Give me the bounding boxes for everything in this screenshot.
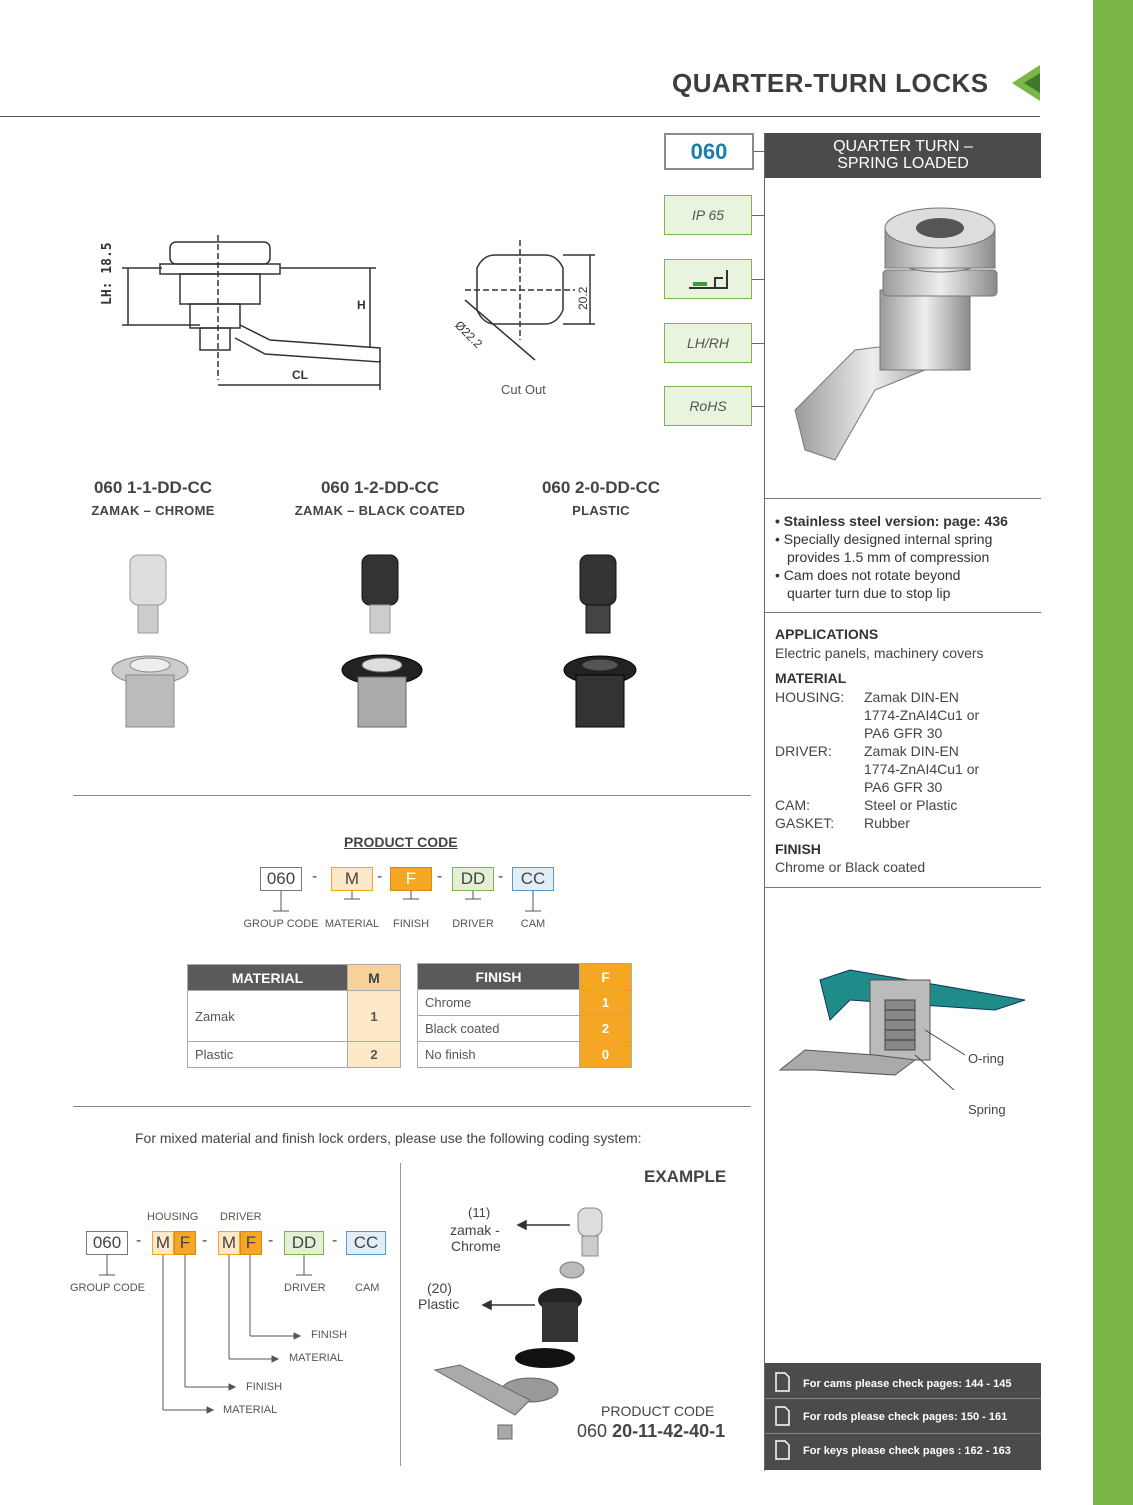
driver-material-label: MATERIAL: [289, 1352, 344, 1364]
material-heading: MATERIAL: [775, 670, 847, 686]
mixed-box-housing-finish: F: [174, 1231, 196, 1255]
example-heading: EXAMPLE: [644, 1167, 727, 1186]
finish-table: FINISH F Chrome 1 Black coated 2 No finish 0: [417, 963, 632, 1068]
code-box-group: 060: [260, 867, 302, 891]
example-chrome-label: Chrome: [451, 1238, 501, 1254]
plastic-lock-image: [550, 545, 650, 735]
code-box-material: M: [331, 867, 373, 891]
page-reference-box: [765, 1363, 1041, 1470]
variant-code: 060 1-2-DD-CC: [320, 478, 440, 497]
mixed-box-driver: DD: [284, 1231, 324, 1255]
ip-rating-badge: IP 65: [664, 195, 752, 235]
series-code-badge: 060: [664, 133, 754, 170]
table-cell: 0: [580, 1042, 632, 1068]
triangle-marker-icon: [1010, 63, 1042, 103]
finish-heading: FINISH: [775, 841, 821, 857]
code-connectors: [240, 891, 570, 916]
variant-material: ZAMAK – CHROME: [91, 503, 215, 518]
panel-left-border: [764, 133, 765, 1471]
feature-item: • Specially designed internal spring provides 1.5 mm of compression: [775, 531, 993, 565]
code-box-cam: CC: [512, 867, 554, 891]
panel-mount-icon: [665, 260, 751, 298]
housing-label: HOUSING: [147, 1211, 199, 1223]
lh-dimension: LH: 18.5: [100, 242, 115, 305]
example-product-code: 060 20-11-42-40-1: [577, 1421, 726, 1441]
feature-list: [775, 512, 1030, 602]
material-value: Zamak DIN-EN 1774-ZnAI4Cu1 or PA6 GFR 30: [864, 689, 980, 741]
reference-cams: For cams please check pages: 144 - 145: [803, 1378, 1012, 1390]
oring-label: O-ring: [968, 1051, 1005, 1066]
code-label: GROUP CODE: [243, 918, 319, 930]
table-cell: 2: [348, 1042, 401, 1068]
mixed-order-intro: For mixed material and finish lock orders, please use the following coding system:: [135, 1130, 642, 1146]
example-plastic-label: Plastic: [418, 1296, 460, 1312]
example-product-code-label: PRODUCT CODE: [601, 1403, 715, 1419]
material-key: DRIVER:: [775, 743, 832, 759]
cam-code-label: CAM: [355, 1282, 380, 1294]
cross-section-image: [775, 960, 1035, 1090]
material-key: GASKET:: [775, 815, 835, 831]
table-cell: 2: [580, 1016, 632, 1042]
page-icon: [773, 1405, 791, 1427]
feature-item: • Cam does not rotate beyond quarter turn due to stop lip: [775, 567, 961, 601]
code-label: MATERIAL: [324, 918, 380, 930]
housing-finish-label: FINISH: [246, 1381, 283, 1393]
page-title: QUARTER-TURN LOCKS: [672, 68, 989, 98]
chrome-lock-image: [100, 545, 200, 735]
variant-code: 060 2-0-DD-CC: [541, 478, 661, 497]
table-cell: 1: [580, 990, 632, 1016]
material-table: MATERIAL M Zamak 1 Plastic 2: [187, 964, 401, 1068]
spring-label: Spring: [968, 1102, 1006, 1117]
code-label: FINISH: [392, 918, 430, 930]
feature-item: • Stainless steel version: page: 436: [775, 513, 1008, 529]
driver-finish-label: FINISH: [311, 1329, 348, 1341]
side-accent-bar: [1093, 0, 1133, 1505]
page-icon: [773, 1439, 791, 1461]
material-key: HOUSING:: [775, 689, 845, 705]
table-cell: 1: [348, 991, 401, 1042]
reference-keys: For keys please check pages : 162 - 163: [803, 1445, 1011, 1457]
table-cell: No finish: [418, 1042, 580, 1068]
variant-material: ZAMAK – BLACK COATED: [294, 503, 466, 518]
housing-material-label: MATERIAL: [223, 1404, 278, 1416]
cutout-label: Cut Out: [501, 382, 546, 397]
mixed-box-cam: CC: [346, 1231, 386, 1255]
mixed-box-housing-material: M: [152, 1231, 174, 1255]
lock-product-image: [775, 200, 1025, 490]
mixed-box-driver-finish: F: [240, 1231, 262, 1255]
table-cell: Zamak: [188, 991, 348, 1042]
table-cell: Chrome: [418, 990, 580, 1016]
code-box-driver: DD: [452, 867, 494, 891]
product-code-heading: PRODUCT CODE: [344, 834, 458, 850]
group-code-label: GROUP CODE: [70, 1282, 145, 1294]
example-number-20: (20): [427, 1280, 452, 1296]
mixed-box-group: 060: [86, 1231, 128, 1255]
code-box-finish: F: [390, 867, 432, 891]
page-icon: [773, 1371, 791, 1393]
hand-badge: LH/RH: [664, 323, 752, 363]
panel-title: QUARTER TURN – SPRING LOADED: [765, 133, 1041, 178]
driver-code-label: DRIVER: [284, 1282, 326, 1294]
applications-heading: APPLICATIONS: [775, 626, 879, 642]
variant-code: 060 1-1-DD-CC: [93, 478, 213, 497]
material-value: Rubber: [864, 815, 910, 831]
code-label: CAM: [520, 918, 546, 930]
material-key: CAM:: [775, 797, 810, 813]
diameter-dimension: Ø22.2: [452, 318, 486, 352]
variant-material: PLASTIC: [572, 503, 630, 518]
side-view-drawing: [100, 230, 400, 400]
square-dimension: 20.2: [576, 286, 590, 310]
black-lock-image: [332, 545, 432, 735]
finish-text: Chrome or Black coated: [775, 859, 926, 875]
header-rule: [0, 116, 1040, 117]
rohs-badge: RoHS: [664, 386, 752, 426]
code-label: DRIVER: [452, 918, 494, 930]
table-cell: Black coated: [418, 1016, 580, 1042]
example-number-11: (11): [468, 1205, 491, 1220]
mounting-badge: [664, 259, 752, 299]
exploded-lock-image: [420, 1200, 610, 1450]
material-value: Zamak DIN-EN 1774-ZnAI4Cu1 or PA6 GFR 30: [864, 743, 980, 795]
driver-label: DRIVER: [220, 1211, 262, 1223]
reference-rods: For rods please check pages: 150 - 161: [803, 1411, 1008, 1423]
material-value: Steel or Plastic: [864, 797, 958, 813]
mixed-box-driver-material: M: [218, 1231, 240, 1255]
table-cell: Plastic: [188, 1042, 348, 1068]
example-zamak-label: zamak -: [450, 1222, 500, 1238]
applications-text: Electric panels, machinery covers: [775, 645, 984, 661]
cl-dimension: CL: [292, 368, 308, 382]
h-dimension: H: [357, 298, 366, 312]
